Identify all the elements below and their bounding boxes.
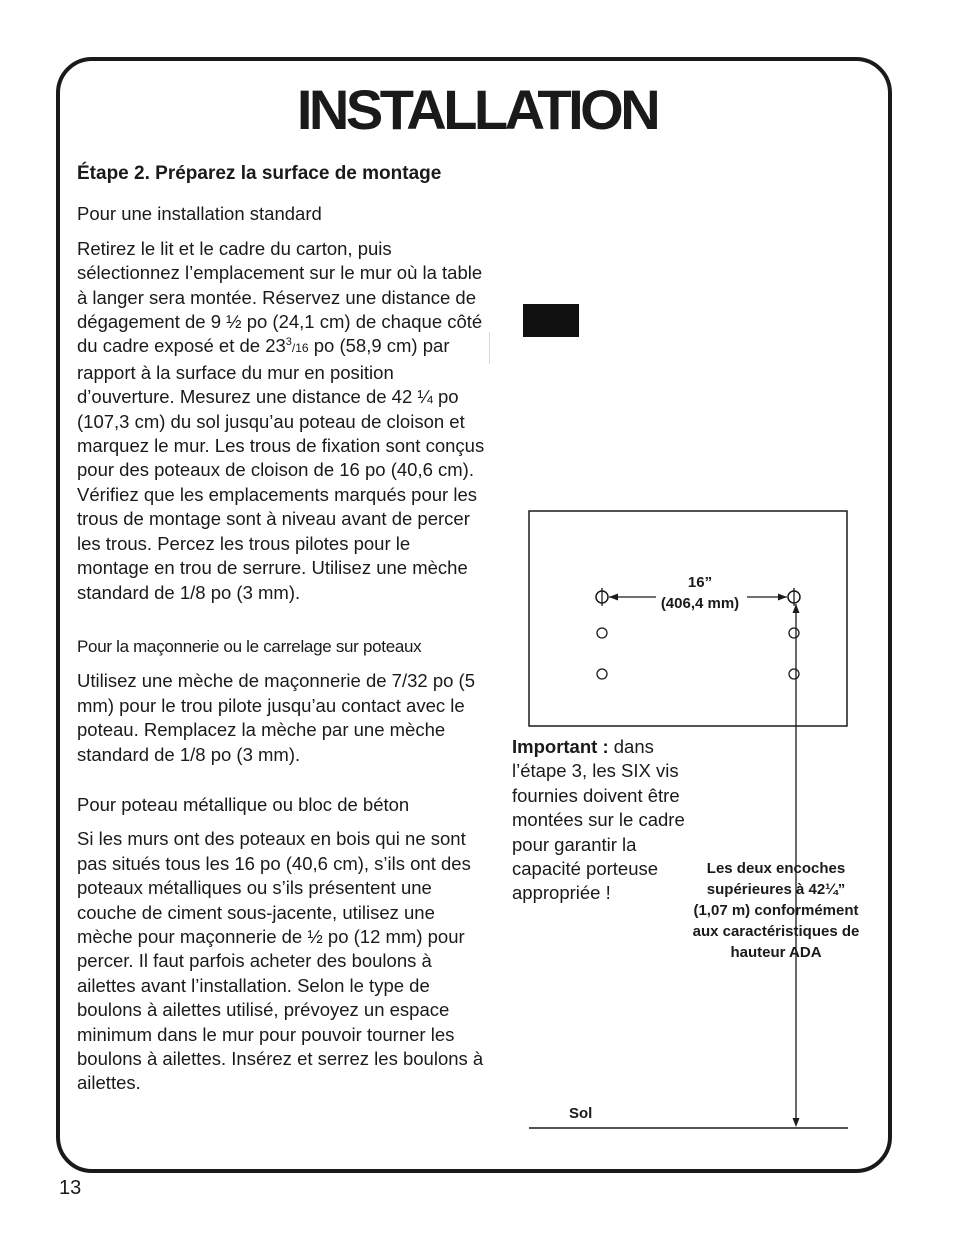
hole-right-bottom <box>789 669 799 679</box>
height-arrow-bottom-icon <box>793 1118 800 1127</box>
metal-heading: Pour poteau métallique ou bloc de béton <box>77 793 410 815</box>
dimension-label <box>640 572 760 614</box>
metal-paragraph: Si les murs ont des poteaux en bois qui ne sont pas situés tous les 16 po (40,6 cm), s’ils ont des poteaux métalliques ou s’ils présentent une couche de ciment sous-jacente, utilisez une mèche pour maçonnerie de ½ po (12 mm) pour percer. Il faut parfois acheter des boulons à ailettes avant l’installation. Selon le type de boulons à ailettes utilisé, prévoyez un espace minimum dans le mur pour pouvoir tourner les boulons à ailettes. Insérez et serrez les boulons à ailettes. <box>77 828 484 1094</box>
important-note <box>512 735 692 906</box>
standard-heading: Pour une installation standard <box>77 203 322 225</box>
dimension-mm: (406,4 mm) <box>660 595 740 612</box>
hole-right-middle <box>789 628 799 638</box>
page-number: 13 <box>59 1177 82 1199</box>
arrowhead-right-icon <box>778 594 787 601</box>
standard-text-b: po (58,9 cm) par rapport à la surface du mur en position d’ouverture. Mesurez une distance de 42 ¼ po (107,3 cm) du sol jusqu’au poteau de cloison et marquez le mur. Les trous de fixation sont conçus pour des poteaux de cloison de 16 po (40,6 cm). Vérifiez que les emplacements marqués pour les trous de montage sont à niveau avant de percer les trous. Percez les trous pilotes pour le montage en trou de serrure. Utilisez une mèche standard de 1/8 po (3 mm). <box>77 335 485 603</box>
dimension-inches: 16” <box>687 574 713 591</box>
important-text: dans l’étape 3, les SIX vis fournies doivent être montées sur le cadre pour garantir la capacité porteuse appropriée ! <box>512 736 685 904</box>
hole-left-middle <box>597 628 607 638</box>
fraction-numerator: 3 <box>285 336 292 349</box>
ada-height-note: Les deux encoches supérieures à 42¼” (1,07 m) conformément aux caractéristiques de hauteur ADA <box>692 860 860 961</box>
standard-text-a: Retirez le lit et le cadre du carton, puis sélectionnez l’emplacement sur le mur où la table à langer sera montée. Réservez une distance de dégagement de 9 ½ po (24,1 cm) de chaque côté du cadre exposé et de 23 <box>77 237 483 357</box>
arrowhead-left-icon <box>609 594 618 601</box>
masonry-heading: Pour la maçonnerie ou le carrelage sur poteaux <box>77 636 422 656</box>
mounting-frame-outline <box>529 511 847 726</box>
page-title: INSTALLATION <box>296 78 658 141</box>
important-label: Important : <box>512 736 609 757</box>
fraction-denominator: /16 <box>291 341 309 356</box>
step-heading: Étape 2. Préparez la surface de montage <box>77 163 442 184</box>
floor-label: Sol <box>569 1105 593 1122</box>
hole-left-bottom <box>597 669 607 679</box>
masonry-paragraph: Utilisez une mèche de maçonnerie de 7/32 po (5 mm) pour le trou pilote jusqu’au contact avec le poteau. Remplacez la mèche par une mèche standard de 1/8 po (3 mm). <box>77 670 475 765</box>
